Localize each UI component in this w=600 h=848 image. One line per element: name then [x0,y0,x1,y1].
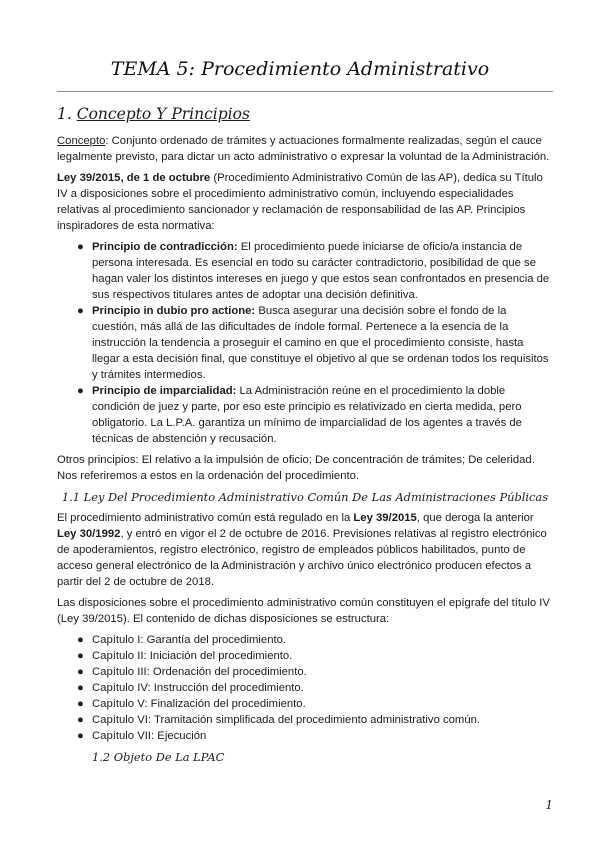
capitulo-text: Capítulo III: Ordenación del procedimiento. [92,666,307,678]
principio-text: El procedimiento puede iniciarse de oficio/a instancia de persona interesada. Es esencial en todo su carácter contradictorio, posibilidad de que se hagan valer los distintos intereses en juego y que estos sean confrontados en presencia de sus respectivos titulares antes de adoptar una decisión definitiva. [92,241,550,301]
concepto-text: : Conjunto ordenado de trámites y actuaciones formalmente realizadas, según el cauce legalmente previsto, para dictar un acto administrativo o expresar la voluntad de la Administración. [57,135,550,163]
principio-text: La Administración reúne en el procedimiento la doble condición de juez y parte, por eso este principio es relativizado en cierta medida, pero obligatorio. La L.P.A. garantiza un mínimo de imparcialidad de los agentes a través de técnicas de abstención y recusación. [92,385,522,445]
section-1-heading [57,104,553,124]
ley-text: (Procedimiento Administrativo Común de las AP), dedica su Título IV a disposiciones sobre el procedimiento administrativo común, incluyendo especialidades relativas al procedimiento sancionador y reclamación de responsabilidad de las AP. Principios inspiradores de esta normativa: [57,172,543,232]
capitulo-text: Capítulo VII: Ejecución [92,730,207,742]
bullet-icon: ● [77,305,84,317]
principio-title: Principio in dubio pro actione: [92,305,256,317]
ley-paragraph [57,170,553,234]
list-item [57,728,553,744]
bullet-icon: ● [77,698,84,710]
section-1-1-heading: 1.1 Ley Del Procedimiento Administrativo Común De Las Administraciones Públicas [61,490,549,504]
list-item [57,383,553,447]
lpac-text-c: , que deroga la anterior [416,512,534,524]
section-1-title: Concepto Y Principios [76,105,250,123]
list-item [57,632,553,648]
bullet-icon: ● [77,634,84,646]
capitulo-text: Capítulo IV: Instrucción del procedimiento. [92,682,304,694]
capitulo-text: Capítulo V: Finalización del procedimiento. [92,698,306,710]
list-item [57,712,553,728]
list-item [57,239,553,303]
bullet-icon: ● [77,650,84,662]
concepto-label: Concepto [57,135,106,147]
bullet-icon: ● [77,682,84,694]
ley-reference: Ley 39/2015, de 1 de octubre [57,172,211,184]
bullet-icon: ● [77,714,84,726]
otros-principios-paragraph: Otros principios: El relativo a la impulsión de oficio; De concentración de trámites; De celeridad. Nos referiremos a estos en la ordenación del procedimiento. [57,454,535,482]
principio-text: Busca asegurar una decisión sobre el fondo de la cuestión, más allá de las dificultades de índole formal. Pertenece a la esencia de la instrucción la tendencia a proseguir el camino en que el procedimiento consiste, hasta llegar a esta decisión final, que constituye el objetivo al que se ordenan todos los requisitos y trámites intermedios. [92,305,549,381]
principio-title: Principio de imparcialidad: [92,385,237,397]
bullet-icon: ● [77,730,84,742]
principios-list [57,239,553,447]
principio-title: Principio de contradicción: [92,241,238,253]
page-title: TEMA 5: Procedimiento Administrativo [110,58,490,80]
capitulo-text: Capítulo I: Garantía del procedimiento. [92,634,287,646]
lpac-text-a: El procedimiento administrativo común está regulado en la [57,512,354,524]
lpac-text-d: , y entró en vigor el 2 de octubre de 2016. Previsiones relativas al registro electrónico de apoderamientos, registro electrónico, registro de empleados públicos habilitados, punto de acceso general electrónico de la Administración y archivo único electrónico producen efectos a partir del 2 de octubre de 2018. [57,528,547,588]
section-1-number: 1. [57,105,72,123]
page-number: 1 [545,798,553,812]
title-divider [57,91,553,92]
list-item [57,664,553,680]
capitulos-list [57,632,553,744]
section-1-2-heading: 1.2 Objeto De La LPAC [92,750,225,764]
bullet-icon: ● [77,666,84,678]
list-item [57,680,553,696]
disposiciones-paragraph: Las disposiciones sobre el procedimiento administrativo común constituyen el epígrafe del título IV (Ley 39/2015). El contenido de dichas disposiciones se estructura: [57,597,550,625]
capitulo-text: Capítulo II: Iniciación del procedimiento. [92,650,293,662]
lpac-paragraph [57,510,553,590]
concepto-paragraph [57,133,553,165]
document-body [57,100,553,770]
list-item [57,648,553,664]
ley-39-2015: Ley 39/2015 [353,512,417,524]
list-item [57,696,553,712]
list-item [57,303,553,383]
ley-30-1992: Ley 30/1992 [57,528,121,540]
bullet-icon: ● [77,385,84,397]
bullet-icon: ● [77,241,84,253]
capitulo-text: Capítulo VI: Tramitación simplificada del procedimiento administrativo común. [92,714,481,726]
